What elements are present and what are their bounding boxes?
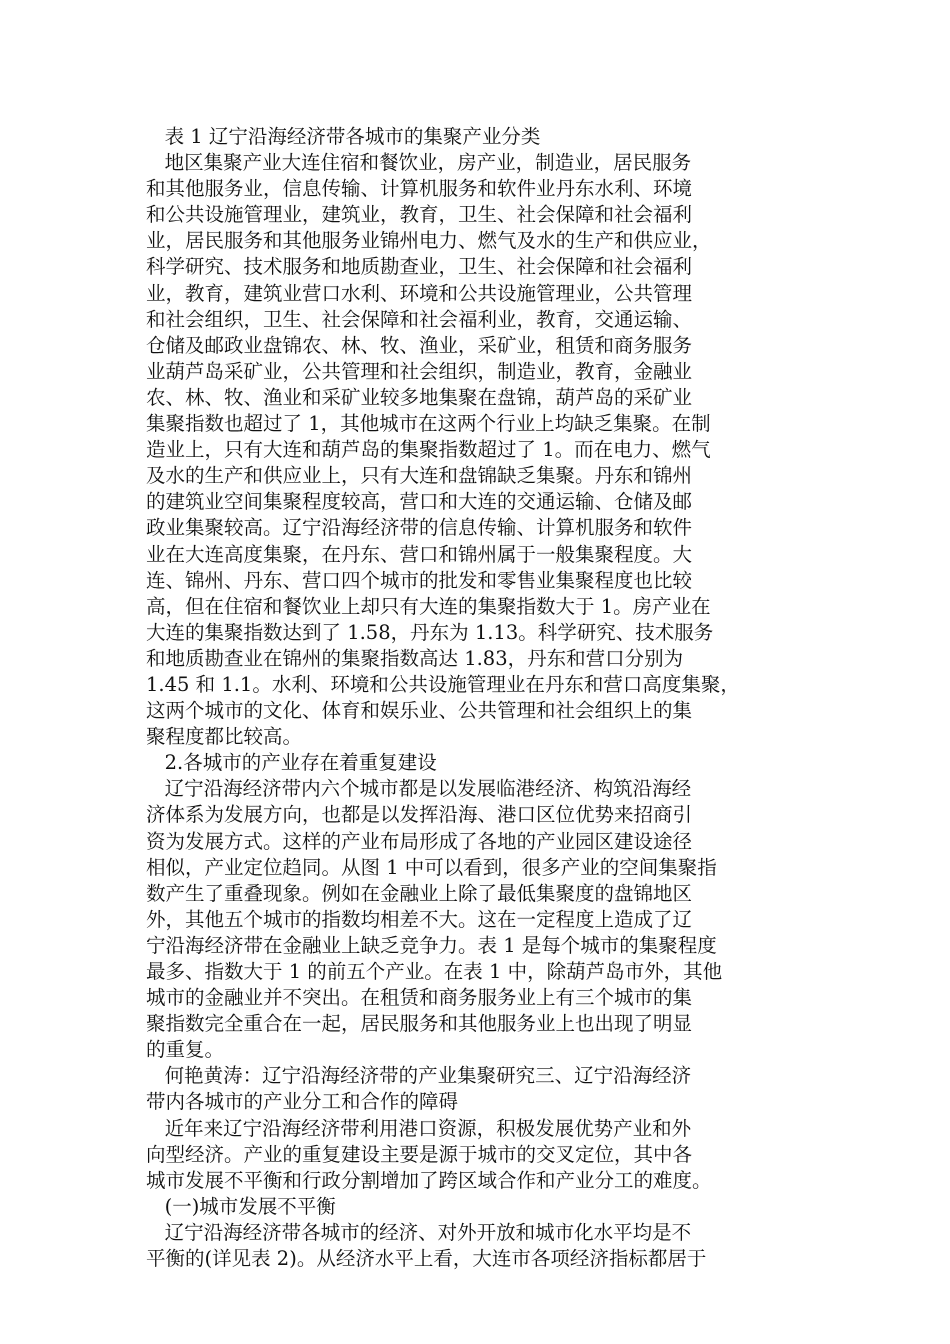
text-line: 高，但在住宿和餐饮业上却只有大连的集聚指数大于 1。房产业在	[146, 594, 711, 618]
text-line: 相似，产业定位趋同。从图 1 中可以看到，很多产业的空间集聚指	[146, 855, 717, 879]
text-line: 及水的生产和供应业上，只有大连和盘锦缺乏集聚。丹东和锦州	[146, 464, 693, 488]
text-line: 的建筑业空间集聚程度较高，营口和大连的交通运输、仓储及邮	[146, 490, 693, 514]
text-line: 业在大连高度集聚，在丹东、营口和锦州属于一般集聚程度。大	[146, 542, 693, 566]
text-line: 近年来辽宁沿海经济带利用港口资源，积极发展优势产业和外	[146, 1116, 692, 1140]
text-line: 仓储及邮政业盘锦农、林、牧、渔业，采矿业，租赁和商务服务	[146, 333, 693, 357]
table-caption-line: 表 1 辽宁沿海经济带各城市的集聚产业分类	[146, 125, 541, 148]
text-line: 辽宁沿海经济带内六个城市都是以发展临港经济、构筑沿海经	[146, 777, 692, 801]
text-line: 和公共设施管理业，建筑业，教育，卫生、社会保障和社会福利	[146, 203, 693, 227]
text-line: 这两个城市的文化、体育和娱乐业、公共管理和社会组织上的集	[146, 699, 693, 723]
text-line: 业，居民服务和其他服务业锦州电力、燃气及水的生产和供应业，	[146, 229, 712, 253]
text-line: 城市的金融业并不突出。在租赁和商务服务业上有三个城市的集	[146, 986, 693, 1010]
text-line: 大连的集聚指数达到了 1.58，丹东为 1.13。科学研究、技术服务	[146, 620, 714, 644]
text-line: 农、林、牧、渔业和采矿业较多地集聚在盘锦，葫芦岛的采矿业	[146, 385, 693, 409]
text-line: 科学研究、技术服务和地质勘查业，卫生、社会保障和社会福利	[146, 255, 693, 279]
text-line: 和地质勘查业在锦州的集聚指数高达 1.83，丹东和营口分别为	[146, 646, 684, 670]
text-line: 连、锦州、丹东、营口四个城市的批发和零售业集聚程度也比较	[146, 568, 693, 592]
text-line: 何艳黄涛：辽宁沿海经济带的产业集聚研究三、辽宁沿海经济	[146, 1064, 692, 1088]
text-line: 业葫芦岛采矿业，公共管理和社会组织，制造业，教育，金融业	[146, 359, 693, 383]
text-line: 造业上，只有大连和葫芦岛的集聚指数超过了 1。而在电力、燃气	[146, 438, 711, 462]
text-line: 1.45 和 1.1。水利、环境和公共设施管理业在丹东和营口高度集聚，	[146, 672, 740, 696]
text-line: 聚程度都比较高。	[146, 725, 303, 749]
text-line: 和其他服务业，信息传输、计算机服务和软件业丹东水利、环境	[146, 177, 693, 201]
text-line: 外，其他五个城市的指数均相差不大。这在一定程度上造成了辽	[146, 907, 693, 931]
text-line: 向型经济。产业的重复建设主要是源于城市的交叉定位，其中各	[146, 1142, 693, 1166]
text-line: 政业集聚较高。辽宁沿海经济带的信息传输、计算机服务和软件	[146, 516, 693, 540]
document-body	[146, 124, 806, 1272]
text-line: 和社会组织，卫生、社会保障和社会福利业，教育，交通运输、	[146, 307, 693, 331]
text-line: 平衡的(详见表 2)。从经济水平上看，大连市各项经济指标都居于	[146, 1247, 707, 1271]
section-heading-line: (一)城市发展不平衡	[146, 1194, 336, 1218]
text-line: 业，教育，建筑业营口水利、环境和公共设施管理业，公共管理	[146, 281, 693, 305]
text-line: 地区集聚产业大连住宿和餐饮业，房产业，制造业，居民服务	[146, 151, 692, 175]
section-heading-line: 2.各城市的产业存在着重复建设	[146, 751, 437, 775]
text-line: 资为发展方式。这样的产业布局形成了各地的产业园区建设途径	[146, 829, 693, 853]
text-line: 集聚指数也超过了 1，其他城市在这两个行业上均缺乏集聚。在制	[146, 412, 711, 436]
text-line: 最多、指数大于 1 的前五个产业。在表 1 中，除葫芦岛市外，其他	[146, 960, 723, 983]
text-line: 辽宁沿海经济带各城市的经济、对外开放和城市化水平均是不	[146, 1220, 692, 1244]
text-line: 宁沿海经济带在金融业上缺乏竞争力。表 1 是每个城市的集聚程度	[146, 933, 717, 957]
text-line: 的重复。	[146, 1038, 225, 1062]
text-line: 带内各城市的产业分工和合作的障碍	[146, 1090, 459, 1114]
text-line: 数产生了重叠现象。例如在金融业上除了最低集聚度的盘锦地区	[146, 881, 693, 905]
text-line: 济体系为发展方向，也都是以发挥沿海、港口区位优势来招商引	[146, 803, 693, 827]
text-line: 城市发展不平衡和行政分割增加了跨区域合作和产业分工的难度。	[146, 1168, 712, 1192]
text-line: 聚指数完全重合在一起，居民服务和其他服务业上也出现了明显	[146, 1012, 693, 1036]
